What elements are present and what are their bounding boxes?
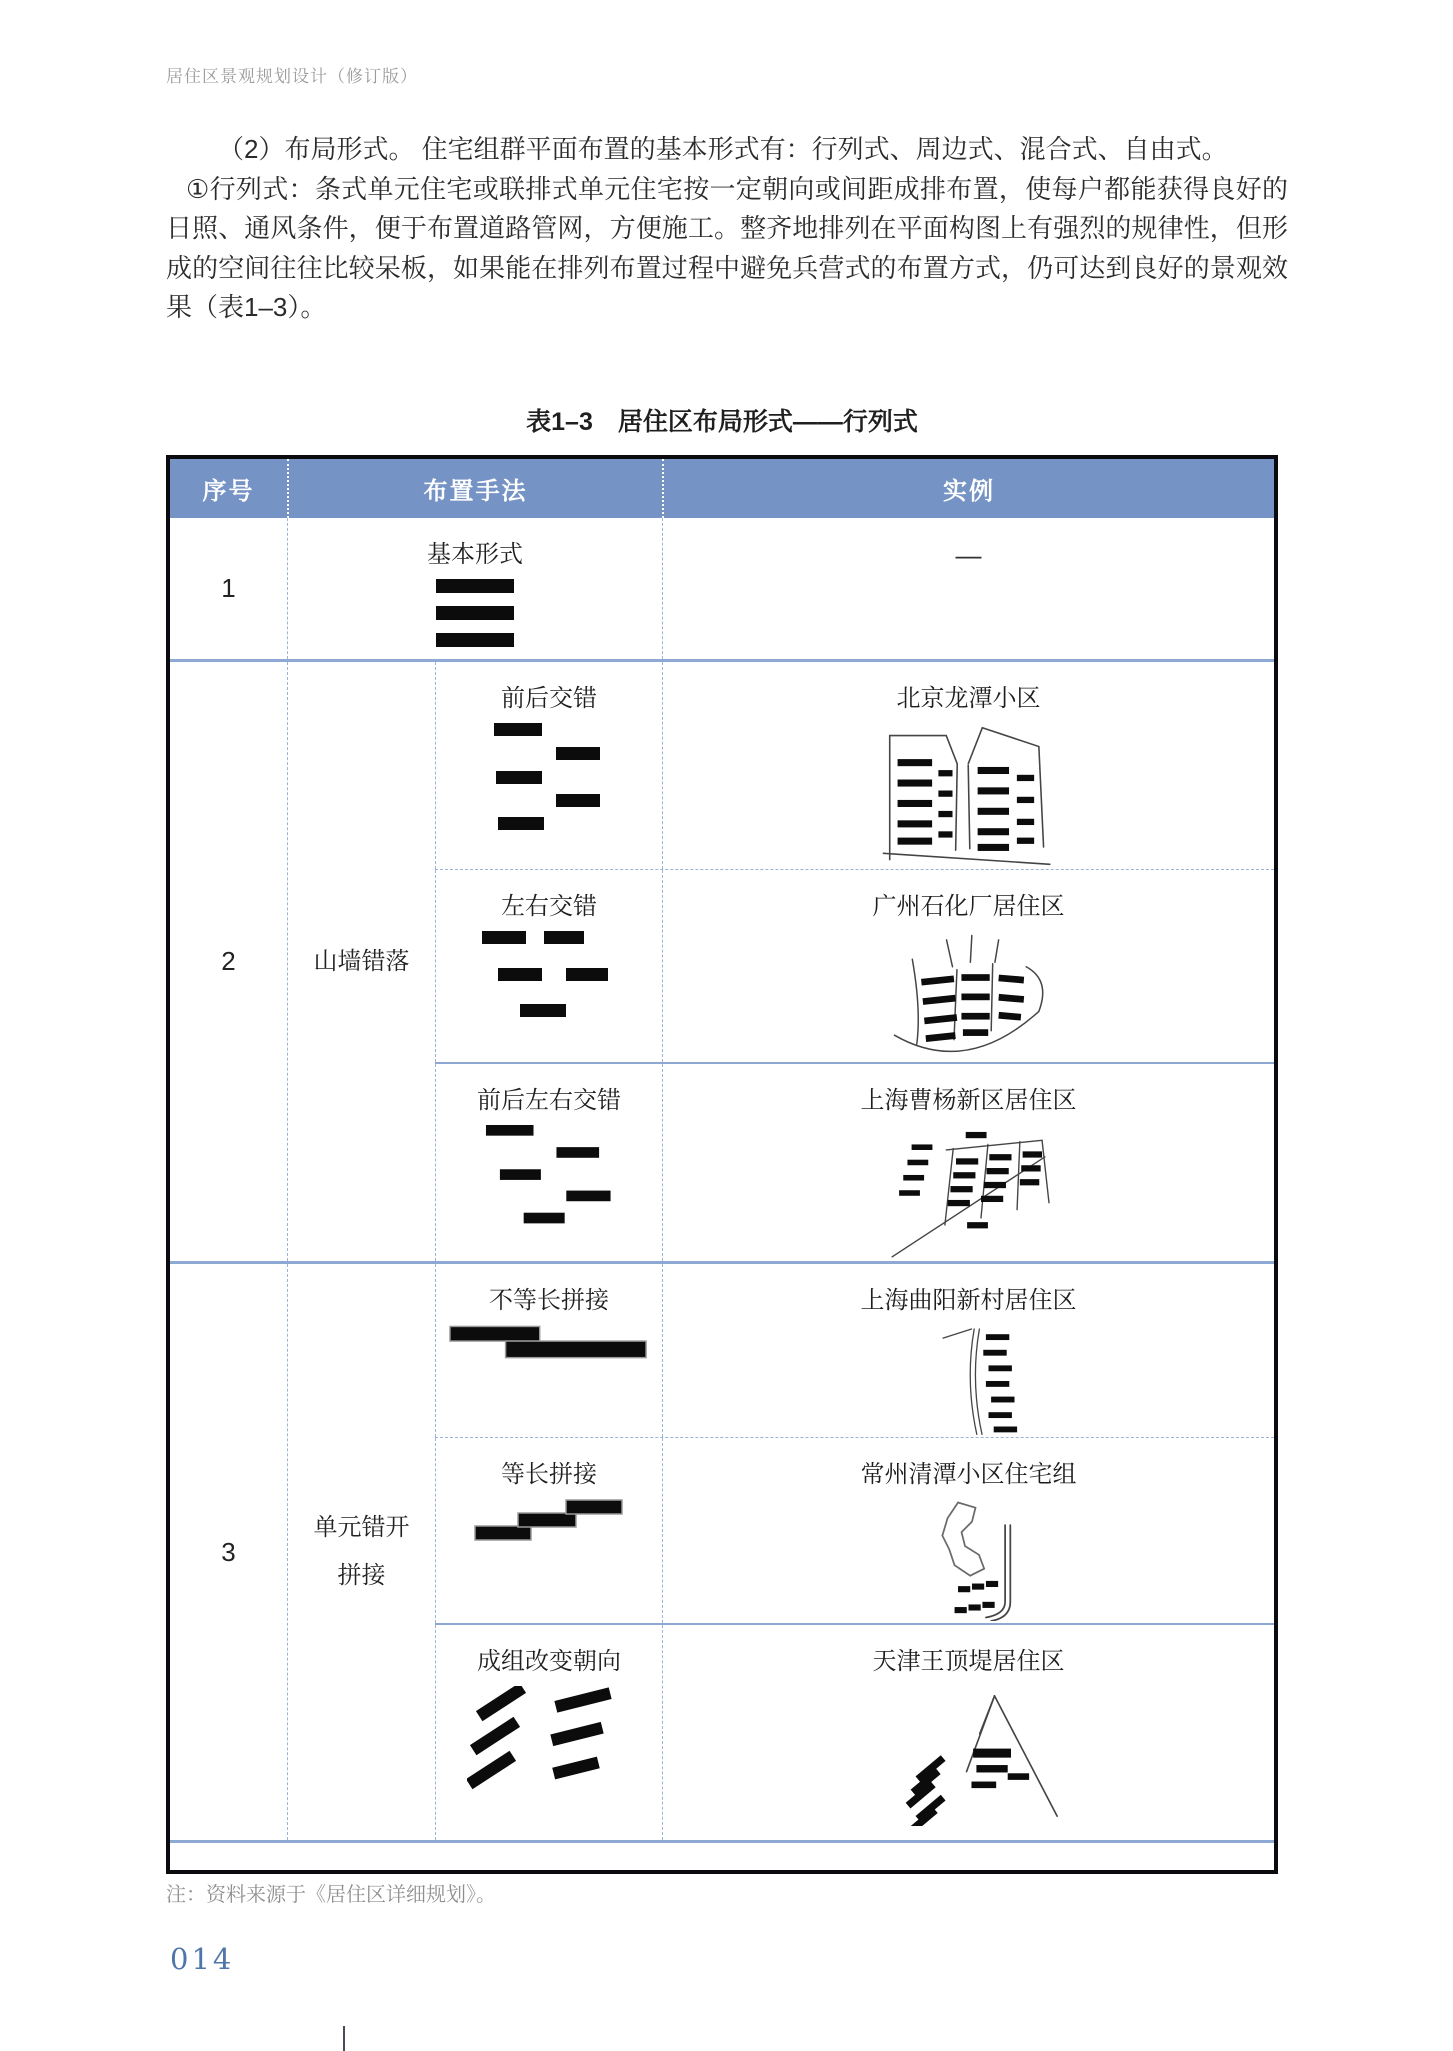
example-label: 北京龙潭小区 bbox=[896, 685, 1041, 712]
subrow-unequal-splice bbox=[435, 1264, 1274, 1437]
running-header: 居住区景观规划设计（修订版） bbox=[166, 67, 418, 86]
body-text bbox=[166, 130, 1288, 328]
example-label: 上海曹杨新区居住区 bbox=[860, 1087, 1077, 1114]
example-cell bbox=[662, 662, 1274, 869]
map-beijing-longtan bbox=[859, 723, 1079, 869]
method-label: 前后交错 bbox=[501, 685, 597, 712]
footer-divider-mark bbox=[343, 2026, 345, 2051]
left-right-stagger-diagram bbox=[482, 931, 617, 1019]
layout-forms-table bbox=[166, 455, 1278, 1874]
row1-method-label: 基本形式 bbox=[427, 541, 523, 568]
map-tianjin-wangdingdi bbox=[869, 1686, 1069, 1826]
example-label: 上海曲阳新村居住区 bbox=[860, 1287, 1077, 1314]
example-label: 天津王顶堤居住区 bbox=[872, 1648, 1065, 1675]
subrow-equal-splice bbox=[435, 1437, 1274, 1623]
example-label: 常州清潭小区住宅组 bbox=[860, 1461, 1077, 1488]
example-cell bbox=[662, 1264, 1274, 1437]
method-cell bbox=[435, 1625, 662, 1840]
subrow-front-back bbox=[435, 662, 1274, 869]
map-guangzhou-shihua bbox=[856, 931, 1081, 1062]
row3-group-line2: 拼接 bbox=[337, 1562, 386, 1589]
row1-method-cell bbox=[287, 518, 662, 659]
row2-subrows bbox=[435, 662, 1274, 1261]
example-cell bbox=[662, 1064, 1274, 1261]
row1-no: 1 bbox=[221, 573, 236, 603]
row3-group-label bbox=[287, 1264, 435, 1840]
map-shanghai-quyang bbox=[904, 1325, 1034, 1437]
method-cell bbox=[435, 1264, 662, 1437]
row3-no: 3 bbox=[221, 1536, 236, 1567]
table-row-3 bbox=[170, 1261, 1274, 1840]
method-label: 成组改变朝向 bbox=[477, 1648, 621, 1675]
paragraph-layout-forms: （2）布局形式。 住宅组群平面布置的基本形式有：行列式、周边式、混合式、自由式。 bbox=[218, 134, 1228, 164]
map-changzhou-qingtan bbox=[881, 1499, 1056, 1621]
unequal-splice-diagram bbox=[449, 1325, 649, 1363]
basic-rows-diagram bbox=[435, 579, 515, 651]
method-cell bbox=[435, 662, 662, 869]
example-cell bbox=[662, 870, 1274, 1062]
row2-group-label: 山墙错落 bbox=[287, 662, 435, 1261]
table-caption: 表1–3 居住区布局形式——行列式 bbox=[526, 408, 918, 436]
table-row-1 bbox=[170, 518, 1274, 659]
header-example: 实例 bbox=[662, 459, 1274, 518]
paragraph-row-type: ①行列式：条式单元住宅或联排式单元住宅按一定朝向或间距成排布置，使每户都能获得良好的日照、通风条件，便于布置道路管网，方便施工。整齐地排列在平面构图上有强烈的规律性，但形成的空间往往比较呆板，如果能在排列布置过程中避免兵营式的布置方式，仍可达到良好的景观效果（表1–3）。 bbox=[166, 173, 1288, 322]
group-rotate-diagram bbox=[467, 1686, 632, 1794]
row3-subrows bbox=[435, 1264, 1274, 1840]
subrow-left-right bbox=[435, 869, 1274, 1062]
example-cell bbox=[662, 1438, 1274, 1623]
table-header-row bbox=[170, 459, 1274, 518]
table-row-2 bbox=[170, 659, 1274, 1261]
method-cell bbox=[435, 870, 662, 1062]
front-back-stagger-diagram bbox=[494, 723, 604, 831]
equal-splice-diagram bbox=[474, 1499, 624, 1543]
example-cell bbox=[662, 1625, 1274, 1840]
row1-example-cell bbox=[662, 518, 1274, 659]
method-cell bbox=[435, 1064, 662, 1261]
table-bottom-spacer bbox=[170, 1840, 1274, 1870]
page-number: 014 bbox=[170, 1942, 235, 1976]
method-cell bbox=[435, 1438, 662, 1623]
header-method: 布置手法 bbox=[287, 459, 662, 518]
front-back-left-right-diagram bbox=[472, 1125, 627, 1225]
row1-example-dash: — bbox=[955, 540, 982, 570]
method-label: 前后左右交错 bbox=[477, 1087, 621, 1114]
method-label: 不等长拼接 bbox=[489, 1287, 609, 1314]
method-label: 左右交错 bbox=[501, 893, 597, 920]
row2-no: 2 bbox=[221, 946, 236, 976]
table-source-note: 注：资料来源于《居住区详细规划》。 bbox=[166, 1884, 496, 1906]
method-label: 等长拼接 bbox=[501, 1461, 597, 1488]
subrow-group-rotate bbox=[435, 1623, 1274, 1840]
map-shanghai-caoyang bbox=[851, 1125, 1086, 1261]
example-label: 广州石化厂居住区 bbox=[872, 893, 1065, 920]
header-no: 序号 bbox=[202, 478, 255, 505]
subrow-front-back-left-right bbox=[435, 1062, 1274, 1261]
row3-group-line1: 单元错开 bbox=[313, 1514, 410, 1541]
